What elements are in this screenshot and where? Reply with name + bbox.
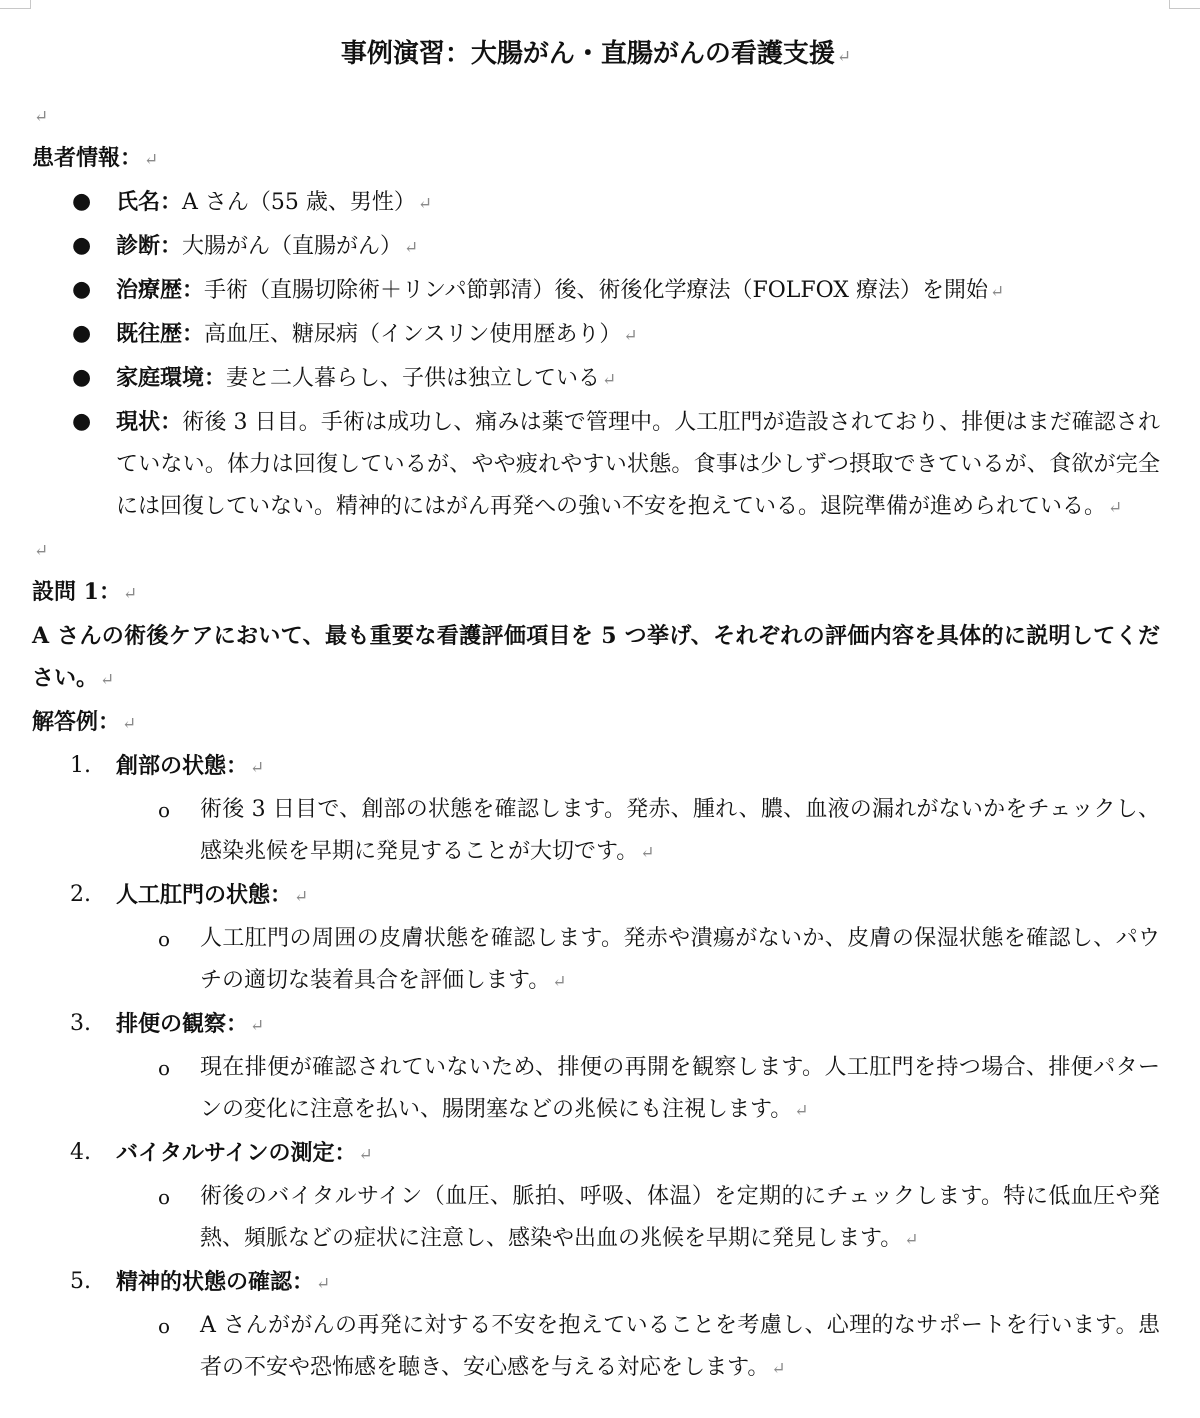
answer-item-number: 1.	[70, 753, 91, 778]
question-text: A さんの術後ケアにおいて、最も重要な看護評価項目を 5 つ挙げ、それぞれの評価内容を具体的に説明してください。 ↵	[32, 623, 1160, 691]
paragraph-mark-icon: ↵	[34, 107, 49, 127]
paragraph-mark-icon: ↵	[250, 758, 265, 778]
circle-bullet-icon: o	[158, 798, 171, 822]
bullet-icon: ●	[72, 321, 92, 346]
patient-info-item-name: ● 氏名：A さん（55 歳、男性） ↵	[32, 181, 1160, 225]
answer-item-number: 5.	[70, 1269, 91, 1294]
paragraph-mark-icon: ↵	[1108, 498, 1123, 518]
patient-info-heading: 患者情報： ↵	[32, 145, 159, 171]
answer-item-number: 3.	[70, 1011, 91, 1036]
bullet-icon: ●	[72, 189, 92, 214]
paragraph-mark-icon: ↵	[316, 1274, 331, 1294]
circle-bullet-icon: o	[158, 1314, 171, 1338]
bullet-icon: ●	[72, 365, 92, 390]
answer-item-number: 4.	[70, 1140, 91, 1165]
answer-item-detail: o 現在排便が確認されていないため、排便の再開を観察します。人工肛門を持つ場合、排便パターンの変化に注意を払い、腸閉塞などの兆候にも注視します。 ↵	[32, 1047, 1160, 1132]
answer-item-detail: o 術後 3 日目で、創部の状態を確認します。発赤、腫れ、膿、血液の漏れがないかをチェックし、感染兆候を早期に発見することが大切です。 ↵	[32, 789, 1160, 874]
paragraph-mark-icon: ↵	[602, 370, 617, 390]
paragraph-mark-icon: ↵	[122, 584, 138, 604]
patient-info-item-treatment: ● 治療歴：手術（直腸切除術＋リンパ節郭清）後、術後化学療法（FOLFOX 療法）を開始 ↵	[32, 269, 1160, 313]
circle-bullet-icon: o	[158, 927, 171, 951]
page-corner-left	[0, 0, 31, 9]
answer-item-detail: o 術後のバイタルサイン（血圧、脈拍、呼吸、体温）を定期的にチェックします。特に低血圧や発熱、頻脈などの症状に注意し、感染や出血の兆候を早期に発見します。 ↵	[32, 1176, 1160, 1261]
answer-item-title: 1. 創部の状態： ↵	[32, 745, 1160, 789]
empty-paragraph	[32, 95, 1160, 137]
paragraph-mark-icon: ↵	[794, 1101, 809, 1121]
answer-item-detail: o 人工肛門の周囲の皮膚状態を確認します。発赤や潰瘍がないか、皮膚の保湿状態を確認し、パウチの適切な装着具合を評価します。 ↵	[32, 918, 1160, 1003]
paragraph-mark-icon: ↵	[358, 1145, 373, 1165]
page-corner-right	[1169, 0, 1200, 9]
paragraph-mark-icon: ↵	[836, 47, 852, 67]
patient-info-list	[32, 181, 1160, 529]
paragraph-mark-icon: ↵	[144, 150, 159, 170]
paragraph-mark-icon: ↵	[771, 1359, 786, 1379]
paragraph-mark-icon: ↵	[623, 326, 638, 346]
paragraph-mark-icon: ↵	[552, 972, 567, 992]
bullet-icon: ●	[72, 233, 92, 258]
paragraph-mark-icon: ↵	[294, 887, 309, 907]
empty-paragraph	[32, 529, 1160, 571]
patient-info-item-family: ● 家庭環境：妻と二人暮らし、子供は独立している ↵	[32, 357, 1160, 401]
answer-item-title: 2. 人工肛門の状態： ↵	[32, 874, 1160, 918]
question-heading: 設問 1： ↵	[32, 579, 138, 605]
answer-item-title: 4. バイタルサインの測定： ↵	[32, 1132, 1160, 1176]
paragraph-mark-icon: ↵	[417, 194, 433, 214]
answer-list	[32, 745, 1160, 1390]
paragraph-mark-icon: ↵	[904, 1230, 919, 1250]
paragraph-mark-icon: ↵	[34, 541, 49, 561]
patient-info-item-history: ● 既往歴：高血圧、糖尿病（インスリン使用歴あり） ↵	[32, 313, 1160, 357]
paragraph-mark-icon: ↵	[404, 238, 419, 258]
answer-item-number: 2.	[70, 882, 91, 907]
paragraph-mark-icon: ↵	[989, 282, 1005, 302]
paragraph-mark-icon: ↵	[250, 1016, 265, 1036]
document-page	[32, 28, 1160, 1390]
answer-item-detail: o A さんががんの再発に対する不安を抱えていることを考慮し、心理的なサポートを行います。患者の不安や恐怖感を聴き、安心感を与える対応をします。 ↵	[32, 1305, 1160, 1390]
paragraph-mark-icon: ↵	[122, 714, 137, 734]
patient-info-item-diagnosis: ● 診断：大腸がん（直腸がん） ↵	[32, 225, 1160, 269]
document-title	[32, 28, 1160, 83]
paragraph-mark-icon: ↵	[100, 670, 115, 690]
patient-info-item-status: ● 現状：術後 3 日目。手術は成功し、痛みは薬で管理中。人工肛門が造設されており、排便はまだ確認されていない。体力は回復しているが、やや疲れやすい状態。食事は少しずつ摂取できているが、食欲が完全には回復していない。精神的にはがん再発への強い不安を抱えている。退院準備が進められている。 ↵	[32, 401, 1160, 529]
title-text: 事例演習：大腸がん・直腸がんの看護支援	[340, 39, 835, 69]
answer-item-title: 5. 精神的状態の確認： ↵	[32, 1261, 1160, 1305]
circle-bullet-icon: o	[158, 1056, 171, 1080]
paragraph-mark-icon: ↵	[640, 843, 655, 863]
circle-bullet-icon: o	[158, 1185, 171, 1209]
answer-item-title: 3. 排便の観察： ↵	[32, 1003, 1160, 1047]
answer-heading: 解答例： ↵	[32, 709, 137, 735]
bullet-icon: ●	[72, 277, 92, 302]
bullet-icon: ●	[72, 409, 92, 434]
